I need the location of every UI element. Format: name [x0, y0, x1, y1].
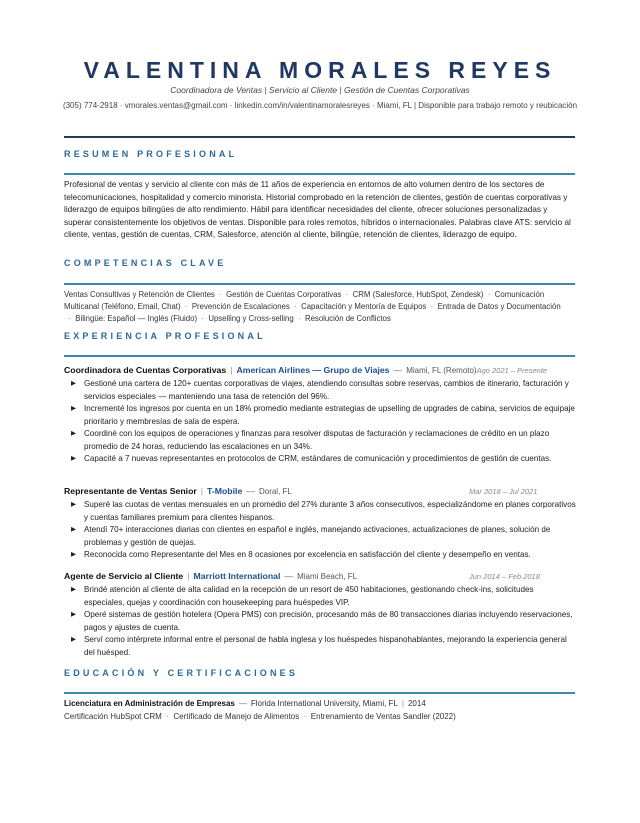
competency-item: CRM (Salesforce, HubSpot, Zendesk) — [352, 290, 484, 299]
education-divider — [64, 692, 575, 694]
separator: — — [284, 571, 294, 581]
separator: — — [393, 365, 403, 375]
competency-item: Capacitación y Mentoría de Equipos — [301, 302, 427, 311]
job-entry — [64, 571, 576, 659]
job-bullets — [64, 499, 576, 562]
separator: · — [161, 711, 174, 721]
separator: — — [246, 486, 255, 496]
competencies-list — [64, 289, 576, 325]
job-entry — [64, 486, 576, 562]
competency-separator: · — [64, 314, 76, 323]
job-title: Representante de Ventas Senior — [64, 486, 197, 496]
company-name: T-Mobile — [207, 486, 243, 496]
competency-separator: · — [341, 290, 353, 299]
competencies-divider — [64, 283, 575, 285]
competency-item: Comunicación Multicanal (Teléfono, Email, Chat) — [64, 290, 545, 311]
competency-separator: · — [180, 302, 192, 311]
candidate-tagline: Coordinadora de Ventas | Servicio al Cliente | Gestión de Cuentas Corporativas — [170, 85, 470, 95]
company-name: Marriott International — [193, 571, 281, 581]
school-name: Florida International University, Miami, FL — [250, 699, 398, 708]
certification: Certificación HubSpot CRM — [64, 711, 162, 721]
job-bullet: ▶ Incrementé los ingresos por cuenta en un 18% promedio mediante estrategias de upselling de upgrades de cabina, servicios de equipaje prioritario y membresías de sala de espera. — [64, 403, 576, 428]
summary-paragraph: Profesional de ventas y servicio al cliente con más de 11 años de experiencia en entornos de alto volumen dentro de los sectores de telecomunicaciones, hospitalidad y comercio minorista. Historial comprobado en la retención de clientes, gestión de cuentas corporativas y liderazgo de equipos bilingües de alto rendimiento. Hábil para identificar necesidades del cliente, ofrecer soluciones personalizadas y superar consistentemente los objetivos de ventas. Disponible para roles remotos, híbridos o internacionales. Palabras clave ATS: servicio al cliente, ventas, gestión de cuentas, CRM, Salesforce, atención al cliente, bilingüe, retención de clientes, liderazgo de equipo. — [64, 180, 571, 239]
job-bullets — [64, 584, 576, 659]
competency-separator: · — [426, 302, 438, 311]
competency-separator: · — [293, 314, 305, 323]
graduation-year: 2014 — [407, 699, 426, 708]
job-location: Miami Beach, FL — [297, 572, 358, 581]
separator: | — [230, 365, 233, 375]
job-bullet: ▶ Coordiné con los equipos de operaciones y finanzas para resolver disputas de facturación y reclamaciones de crédito en un plazo promedio de 24 horas, reduciendo las escalaciones en un 34%. — [64, 428, 576, 453]
competency-item: Ventas Consultivas y Retención de Clientes — [64, 290, 215, 299]
job-bullet: ▶ Reconocida como Representante del Mes en 8 ocasiones por excelencia en satisfacción del cliente y desempeño en ventas. — [64, 549, 576, 562]
job-bullet: ▶ Gestioné una cartera de 120+ cuentas corporativas de viajes, atendiendo consultas sobre reservas, cambios de itinerario, facturación y servicios especiales — manteniendo una tasa de retención del 96%. — [64, 378, 576, 403]
competency-separator: · — [214, 290, 227, 299]
job-dates: Mar 2018 – Jul 2021 — [469, 487, 538, 496]
competency-item: Bilingüe: Español — Inglés (Fluido) — [75, 314, 198, 323]
job-header — [64, 365, 576, 378]
job-bullet: ▶ Capacité a 7 nuevas representantes en protocolos de CRM, estándares de comunicación y procedimientos de gestión de cuentas. — [64, 453, 576, 466]
job-bullet: ▶ Atendí 70+ interacciones diarias con clientes en español e inglés, manejando activaciones, actualizaciones de planes, solución de problemas y gestión de quejas. — [64, 524, 576, 549]
degree-name: Licenciatura en Administración de Empresas — [64, 699, 235, 708]
separator: | — [187, 571, 190, 581]
separator: — — [238, 699, 247, 708]
certification: Certificado de Manejo de Alimentos — [173, 711, 300, 721]
certification: Entrenamiento de Ventas Sandler (2022) — [310, 711, 456, 721]
job-location: Doral, FL — [258, 487, 292, 496]
job-location: Miami, FL (Remoto) — [406, 366, 477, 375]
header-divider — [64, 136, 575, 138]
job-bullet: ▶ Operé sistemas de gestión hotelera (Opera PMS) con precisión, procesando más de 80 transacciones diarias incluyendo reservaciones, pagos y ajustes de cuenta. — [64, 609, 576, 634]
separator: · — [299, 711, 311, 721]
competency-item: Upselling y Cross-selling — [208, 314, 294, 323]
degree-line — [64, 698, 576, 711]
job-title: Agente de Servicio al Cliente — [64, 571, 184, 581]
competency-separator: · — [483, 290, 495, 299]
certifications-line — [64, 711, 576, 724]
job-bullets — [64, 378, 576, 466]
job-title: Coordinadora de Cuentas Corporativas — [64, 365, 227, 375]
competency-separator: · — [289, 302, 302, 311]
company-name: American Airlines — Grupo de Viajes — [236, 365, 390, 375]
competencies-section-title: COMPETENCIAS CLAVE — [64, 258, 227, 268]
experience-divider — [64, 355, 575, 357]
summary-divider — [64, 173, 575, 175]
contact-info: (305) 774-2918 · vmorales.ventas@gmail.com · linkedin.com/in/valentinamoralesreyes · Miami, FL | Disponible para trabajo remoto y reubicación — [62, 101, 578, 110]
competency-item: Gestión de Cuentas Corporativas — [226, 290, 342, 299]
summary-section-title: RESUMEN PROFESIONAL — [64, 149, 238, 159]
separator: | — [401, 699, 404, 708]
candidate-name: VALENTINA MORALES REYES — [83, 57, 557, 83]
competency-item: Prevención de Escalaciones — [191, 302, 290, 311]
education-block — [64, 698, 576, 723]
job-bullet: ▶ Superé las cuotas de ventas mensuales en un promedio del 27% durante 3 años consecutivos, especializándome en planes corporativos y cuentas familiares premium para clientes hispanos. — [64, 499, 576, 524]
education-section-title: EDUCACIÓN Y CERTIFICACIONES — [64, 668, 299, 678]
job-bullet: ▶ Serví como intérprete informal entre el personal de habla inglesa y los huéspedes hispanohablantes, mejorando la experiencia general del huésped. — [64, 634, 576, 659]
job-bullet: ▶ Brindé atención al cliente de alta calidad en la recepción de un resort de 450 habitaciones, gestionando check-ins, solicitudes especiales, quejas y coordinación con housekeeping para huéspedes VIP. — [64, 584, 576, 609]
job-entry — [64, 365, 576, 466]
competency-item: Resolución de Conflictos — [304, 314, 391, 323]
job-header — [64, 486, 576, 499]
separator: | — [200, 486, 204, 496]
job-dates: Ago 2021 – Presente — [476, 366, 548, 375]
experience-section-title: EXPERIENCIA PROFESIONAL — [64, 331, 266, 341]
competency-separator: · — [197, 314, 209, 323]
job-dates: Jun 2014 – Feb 2018 — [469, 572, 540, 581]
competency-item: Entrada de Datos y Documentación — [437, 302, 561, 311]
job-header — [64, 571, 576, 584]
